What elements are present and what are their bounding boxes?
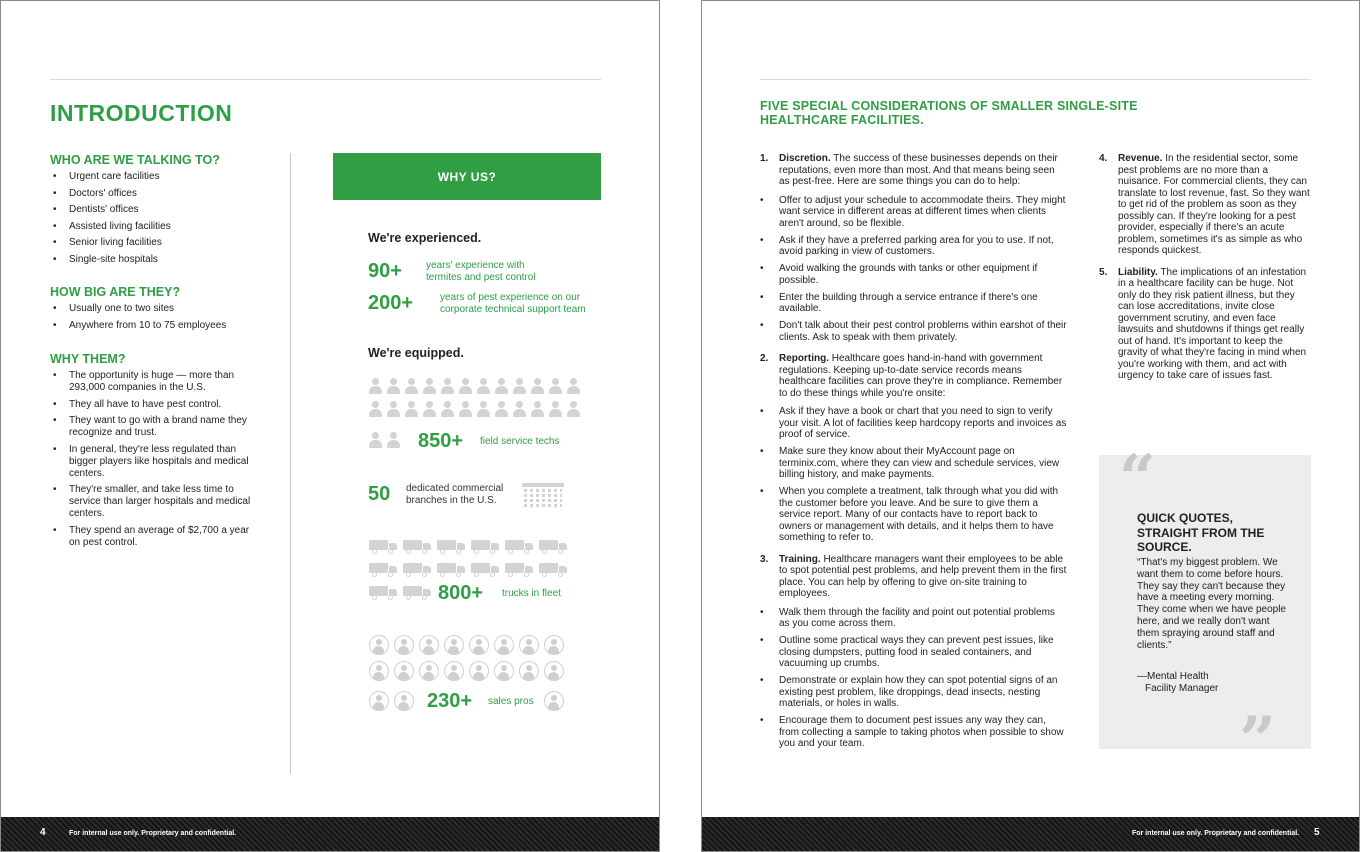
page-number: 4 <box>40 827 46 838</box>
person-icon <box>387 432 400 448</box>
avatar-icon <box>494 635 514 655</box>
experienced-heading: We're experienced. <box>368 231 482 245</box>
consideration-intro <box>1099 153 1311 257</box>
avatar-icon <box>494 661 514 681</box>
person-icon <box>495 401 508 417</box>
sales-icon-grid <box>369 635 564 681</box>
page-right <box>701 0 1360 852</box>
section-number: 3. <box>760 553 769 565</box>
sales-number: 230+ <box>427 690 473 712</box>
section-text: In the residential sector, some pest problems are no more than a nuisance. For commercial clients, they can translate to lost revenue, fast. So they want to get rid of the problem as soon as they possibly can. If they're looking for a pest provider, especially if there's an acute problem, sometimes it's as simple as who responds quickest. <box>1118 153 1310 256</box>
truck-icon <box>471 539 499 553</box>
avatar-icon <box>444 661 464 681</box>
stat-years-line-1: years' experience with <box>426 260 525 271</box>
list-item: • Senior living facilities <box>53 237 283 249</box>
person-icon <box>441 401 454 417</box>
list-item: • Dentists' offices <box>53 204 283 216</box>
techs-icon-row <box>369 432 400 448</box>
person-icon <box>369 401 382 417</box>
section-lead: Discretion. <box>779 153 831 164</box>
list-item: • In general, they're less regulated than bigger players like hospitals and medical centers. <box>53 444 258 480</box>
section-text: Healthcare managers want their employees to be able to spot potential pest problems, and help prevent them in the first place. You can help by offering to give on-site training to employees. <box>779 553 1067 599</box>
avatar-icon <box>419 635 439 655</box>
avatar-icon <box>419 661 439 681</box>
avatar-icon <box>394 661 414 681</box>
consideration-bullets <box>760 607 1067 750</box>
truck-icon <box>403 539 431 553</box>
considerations-title: FIVE SPECIAL CONSIDERATIONS OF SMALLER SINGLE-SITE HEALTHCARE FACILITIES. <box>760 99 1138 127</box>
list-item: • Ask if they have a preferred parking area for you to use. If not, avoid parking in view of customers. <box>760 235 1067 258</box>
person-icon <box>549 401 562 417</box>
stat-support-line-1: years of pest experience on our <box>440 292 581 303</box>
list-item: • Don't talk about their pest control problems within earshot of their clients. Ask to speak with them privately. <box>760 320 1067 343</box>
list-item: • Enter the building through a service entrance if there's one available. <box>760 292 1067 315</box>
column-divider <box>290 153 291 774</box>
why-them-list <box>53 370 258 553</box>
page-title: INTRODUCTION <box>50 100 233 126</box>
truck-icon <box>437 539 465 553</box>
avatar-icon <box>444 635 464 655</box>
avatar-icon <box>369 635 389 655</box>
list-item: • Avoid walking the grounds with tanks or other equipment if possible. <box>760 263 1067 286</box>
stat-years-number: 90+ <box>368 260 402 282</box>
list-item: • They all have to have pest control. <box>53 399 258 411</box>
consideration-section <box>760 153 1067 343</box>
techs-icon-grid <box>369 378 580 417</box>
stat-support-number: 200+ <box>368 292 414 314</box>
quote-box <box>1099 441 1311 778</box>
consideration-section <box>760 554 1067 750</box>
quote-heading: QUICK QUOTES, STRAIGHT FROM THE SOURCE. <box>1137 511 1265 554</box>
person-icon <box>477 401 490 417</box>
truck-icon <box>505 539 533 553</box>
truck-icon <box>539 539 567 553</box>
who-heading: WHO ARE WE TALKING TO? <box>50 153 220 167</box>
list-item: • Encourage them to document pest issues any way they can, from collecting a sample to taking photos when possible to show you and your team. <box>760 715 1067 750</box>
list-item: • Outline some practical ways they can prevent pest issues, like closing dumpsters, putting food in sealed containers, and vacuuming up crumbs. <box>760 635 1067 670</box>
person-icon <box>387 378 400 394</box>
stat-years-line-2: termites and pest control <box>426 272 536 283</box>
section-lead: Revenue. <box>1118 153 1163 164</box>
techs-number: 850+ <box>418 430 464 452</box>
avatar-icon <box>469 635 489 655</box>
branches-text <box>406 483 503 507</box>
list-item: • Urgent care facilities <box>53 171 283 183</box>
person-icon <box>387 401 400 417</box>
avatar-icon <box>369 661 389 681</box>
list-item: • Ask if they have a book or chart that you need to sign to verify your visit. A lot of facilities keep hardcopy reports and invoices as proof of service. <box>760 406 1067 441</box>
truck-icon <box>403 562 431 576</box>
avatar-icon <box>469 661 489 681</box>
person-icon <box>405 378 418 394</box>
truck-icon <box>403 585 431 599</box>
avatar-icon <box>544 635 564 655</box>
avatar-icon <box>394 691 414 711</box>
top-rule <box>50 79 601 80</box>
section-lead: Reporting. <box>779 353 829 364</box>
branches-number: 50 <box>368 483 391 505</box>
avatar-icon <box>544 691 564 711</box>
avatar-icon <box>519 661 539 681</box>
person-icon <box>531 378 544 394</box>
list-item: • Walk them through the facility and point out potential problems as you come across them. <box>760 607 1067 630</box>
considerations-column-2 <box>1099 153 1311 392</box>
person-icon <box>369 432 382 448</box>
person-icon <box>423 401 436 417</box>
trucks-icon-grid <box>369 539 567 576</box>
close-quote-icon: ” <box>1239 703 1276 778</box>
page-number: 5 <box>1314 827 1320 838</box>
trucks-label: trucks in fleet <box>502 588 561 599</box>
branches-line-2: branches in the U.S. <box>406 495 497 506</box>
avatar-icon <box>544 661 564 681</box>
footer-left <box>1 817 659 851</box>
building-icon <box>522 483 564 507</box>
why-us-banner: WHY US? <box>333 153 601 200</box>
person-icon <box>513 378 526 394</box>
quote-attribution <box>1137 671 1287 695</box>
list-item: • They're smaller, and take less time to service than larger hospitals and medical centers. <box>53 484 258 520</box>
list-item: • Offer to adjust your schedule to accommodate theirs. They might want service in different areas at different times when clients aren't around, so be flexible. <box>760 195 1067 230</box>
list-item: • Assisted living facilities <box>53 221 283 233</box>
list-item: • Demonstrate or explain how they can spot potential signs of an existing pest problem, like droppings, dead insects, nesting materials, or holes in walls. <box>760 675 1067 710</box>
list-item: • The opportunity is huge — more than 293,000 companies in the U.S. <box>53 370 258 394</box>
list-item: • Make sure they know about their MyAccount page on terminix.com, where they can view and schedule services, view billing history, and make payments. <box>760 446 1067 481</box>
list-item: • Single-site hospitals <box>53 254 283 266</box>
section-text: The implications of an infestation in a healthcare facility can be huge. Not only do they risk patient illness, but they can lose accreditations, invite close government scrutiny, and even face lawsuits and shutdowns if things get really out of hand. It's important to keep the gravity of what they're facing in mind when you're working with them, and act with urgency to take care of issues fast. <box>1118 266 1307 381</box>
person-icon <box>459 378 472 394</box>
truck-icon <box>539 562 567 576</box>
sales-icon-end <box>544 691 564 711</box>
branches-line-1: dedicated commercial <box>406 483 504 494</box>
top-rule <box>760 79 1311 80</box>
consideration-intro <box>760 153 1067 188</box>
truck-icon <box>369 539 397 553</box>
techs-label: field service techs <box>480 436 560 447</box>
person-icon <box>477 378 490 394</box>
stat-support-text <box>440 292 586 316</box>
how-big-list <box>53 303 283 336</box>
who-list <box>53 171 283 270</box>
confidential-notice: For internal use only. Proprietary and confidential. <box>69 830 237 837</box>
page-left <box>0 0 660 852</box>
attribution-line-2: Facility Manager <box>1145 682 1219 694</box>
consideration-bullets <box>760 195 1067 344</box>
avatar-icon <box>519 635 539 655</box>
consideration-intro <box>760 353 1067 399</box>
avatar-icon <box>394 635 414 655</box>
consideration-intro <box>1099 267 1311 382</box>
person-icon <box>441 378 454 394</box>
person-icon <box>405 401 418 417</box>
list-item: • When you complete a treatment, talk through what you did with the customer before you leave. And be sure to give them a service report. Many of our contacts have to report back to owners or management with details, and it helps them to have something to refer to. <box>760 486 1067 544</box>
consideration-section <box>1099 267 1311 382</box>
consideration-intro <box>760 554 1067 600</box>
sales-label: sales pros <box>488 696 534 707</box>
truck-icon <box>437 562 465 576</box>
confidential-notice: For internal use only. Proprietary and confidential. <box>1132 830 1300 837</box>
how-big-heading: HOW BIG ARE THEY? <box>50 285 181 299</box>
section-lead: Training. <box>779 553 821 565</box>
person-icon <box>423 378 436 394</box>
person-icon <box>567 378 580 394</box>
why-them-heading: WHY THEM? <box>50 352 126 366</box>
list-item: • Doctors' offices <box>53 188 283 200</box>
truck-icon <box>471 562 499 576</box>
consideration-section <box>760 353 1067 544</box>
truck-icon <box>369 562 397 576</box>
open-quote-icon: “ <box>1119 441 1156 516</box>
trucks-number: 800+ <box>438 582 484 604</box>
list-item: • They spend an average of $2,700 a year on pest control. <box>53 525 258 549</box>
truck-icon <box>505 562 533 576</box>
consideration-section <box>1099 153 1311 257</box>
section-lead: Liability. <box>1118 266 1158 278</box>
trucks-icon-row <box>369 585 431 599</box>
person-icon <box>459 401 472 417</box>
attribution-line-1: —Mental Health <box>1137 671 1209 682</box>
sales-icon-row <box>369 691 414 711</box>
person-icon <box>549 378 562 394</box>
section-number: 5. <box>1099 266 1108 278</box>
person-icon <box>513 401 526 417</box>
stat-years-text <box>426 260 536 284</box>
quote-text: “That's my biggest problem. We want them to come before hours. They say they can't because they have a meeting every morning. They come when we have people here, and we really don't want them spraying around staff and clients.” <box>1137 557 1286 651</box>
list-item: • Anywhere from 10 to 75 employees <box>53 320 283 332</box>
footer-right <box>702 817 1359 851</box>
section-text: Healthcare goes hand-in-hand with government regulations. Keeping up-to-date service records means healthcare facilities can prove they're in compliance. Remember to do these things while you're onsite: <box>779 353 1063 399</box>
section-number: 1. <box>760 153 769 164</box>
list-item: • Usually one to two sites <box>53 303 283 315</box>
consideration-bullets <box>760 406 1067 544</box>
truck-icon <box>369 585 397 599</box>
considerations-column-1 <box>760 153 1067 760</box>
section-text: The success of these businesses depends on their reputations, even more than most. And that means being seen as pest-free. Here are some things you can do to help: <box>779 153 1058 187</box>
person-icon <box>567 401 580 417</box>
person-icon <box>369 378 382 394</box>
avatar-icon <box>369 691 389 711</box>
person-icon <box>531 401 544 417</box>
person-icon <box>495 378 508 394</box>
stat-support-line-2: corporate technical support team <box>440 304 586 315</box>
equipped-heading: We're equipped. <box>368 346 464 360</box>
list-item: • They want to go with a brand name they recognize and trust. <box>53 415 258 439</box>
section-number: 2. <box>760 353 769 364</box>
section-number: 4. <box>1099 153 1108 164</box>
